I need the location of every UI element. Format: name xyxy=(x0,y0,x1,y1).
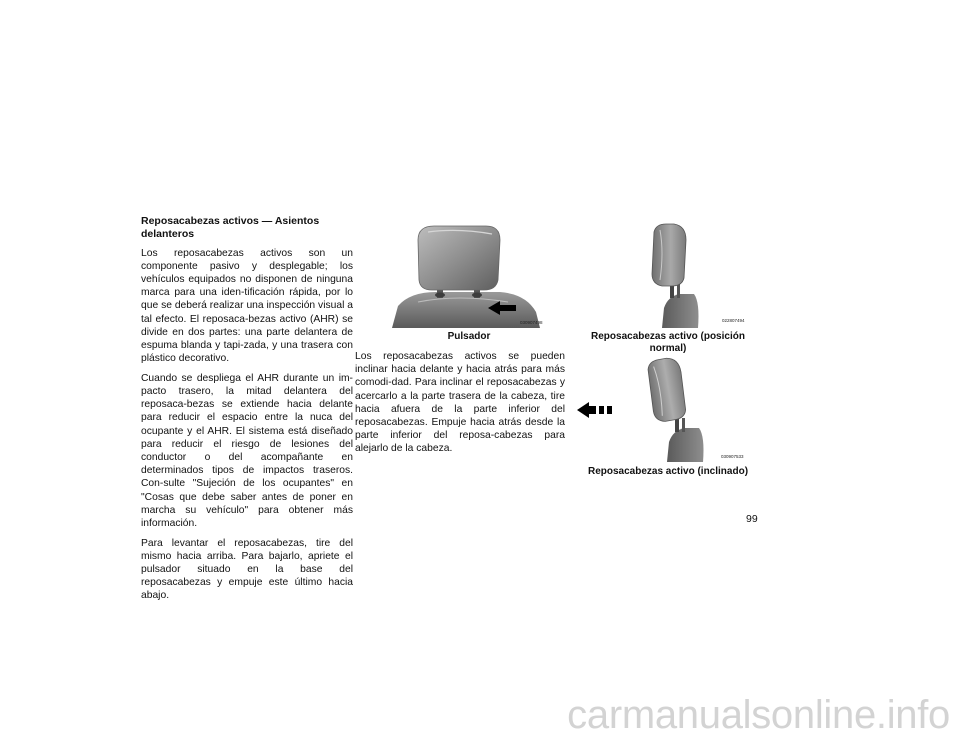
headrest-tilted-illustration xyxy=(575,356,750,462)
figure-tilted-position xyxy=(575,356,750,462)
middle-column xyxy=(355,350,565,462)
figure-code: 030907533 xyxy=(721,454,744,459)
figure-caption: Reposacabezas activo (posición normal) xyxy=(591,331,745,354)
left-column xyxy=(141,215,353,609)
figure-caption: Reposacabezas activo (inclinado) xyxy=(587,466,749,477)
figure-code: 022807494 xyxy=(722,318,745,323)
figure-code: 030907498 xyxy=(520,320,543,325)
page-number: 99 xyxy=(746,513,758,525)
headrest-button-illustration xyxy=(388,222,550,328)
paragraph: Cuando se despliega el AHR durante un im-pacto trasero, la mitad delantera del reposaca-bezas se extiende hacia delante para reducir el espacio entre la nuca del ocupante y el AHR. El sistema está diseñado para reducir el riesgo de lesiones del conductor o del acompañante en determinados tipos de impactos traseros. Con-sulte "Sujeción de los ocupantes" en "Cosas que debe saber antes de poner en marcha su vehículo" para obtener más información. xyxy=(141,372,353,530)
section-heading: Reposacabezas activos — Asientos delanteros xyxy=(141,215,320,240)
paragraph: Para levantar el reposacabezas, tire del mismo hacia arriba. Para bajarlo, apriete el pulsador situado en la base del reposacabezas y empuje este último hacia abajo. xyxy=(141,537,353,602)
figure-caption: Pulsador xyxy=(447,331,491,342)
paragraph: Los reposacabezas activos se pueden inclinar hacia delante y hacia atrás para más comodi-dad. Para inclinar el reposacabezas y acercarlo a la parte trasera de la cabeza, tire hacia afuera de la parte inferior del reposacabezas. Empuje hacia atrás desde la parte inferior del reposa-cabezas para alejarlo de la cabeza. xyxy=(355,351,565,455)
figure-push-button xyxy=(388,222,550,328)
paragraph: Los reposacabezas activos son un componente pasivo y desplegable; los vehículos equipados no disponen de ninguna marca para una iden-tificación rápida, por lo que se deberá realizar una inspección visual a tal efecto. El reposaca-bezas activo (AHR) se divide en dos partes: una parte delantera de espuma blanda y tapi-zada, y una trasera con plástico decorativo. xyxy=(141,247,353,365)
watermark-text: carmanualsonline.info xyxy=(567,693,950,737)
figure-normal-position xyxy=(620,222,750,328)
headrest-normal-illustration xyxy=(620,222,750,328)
